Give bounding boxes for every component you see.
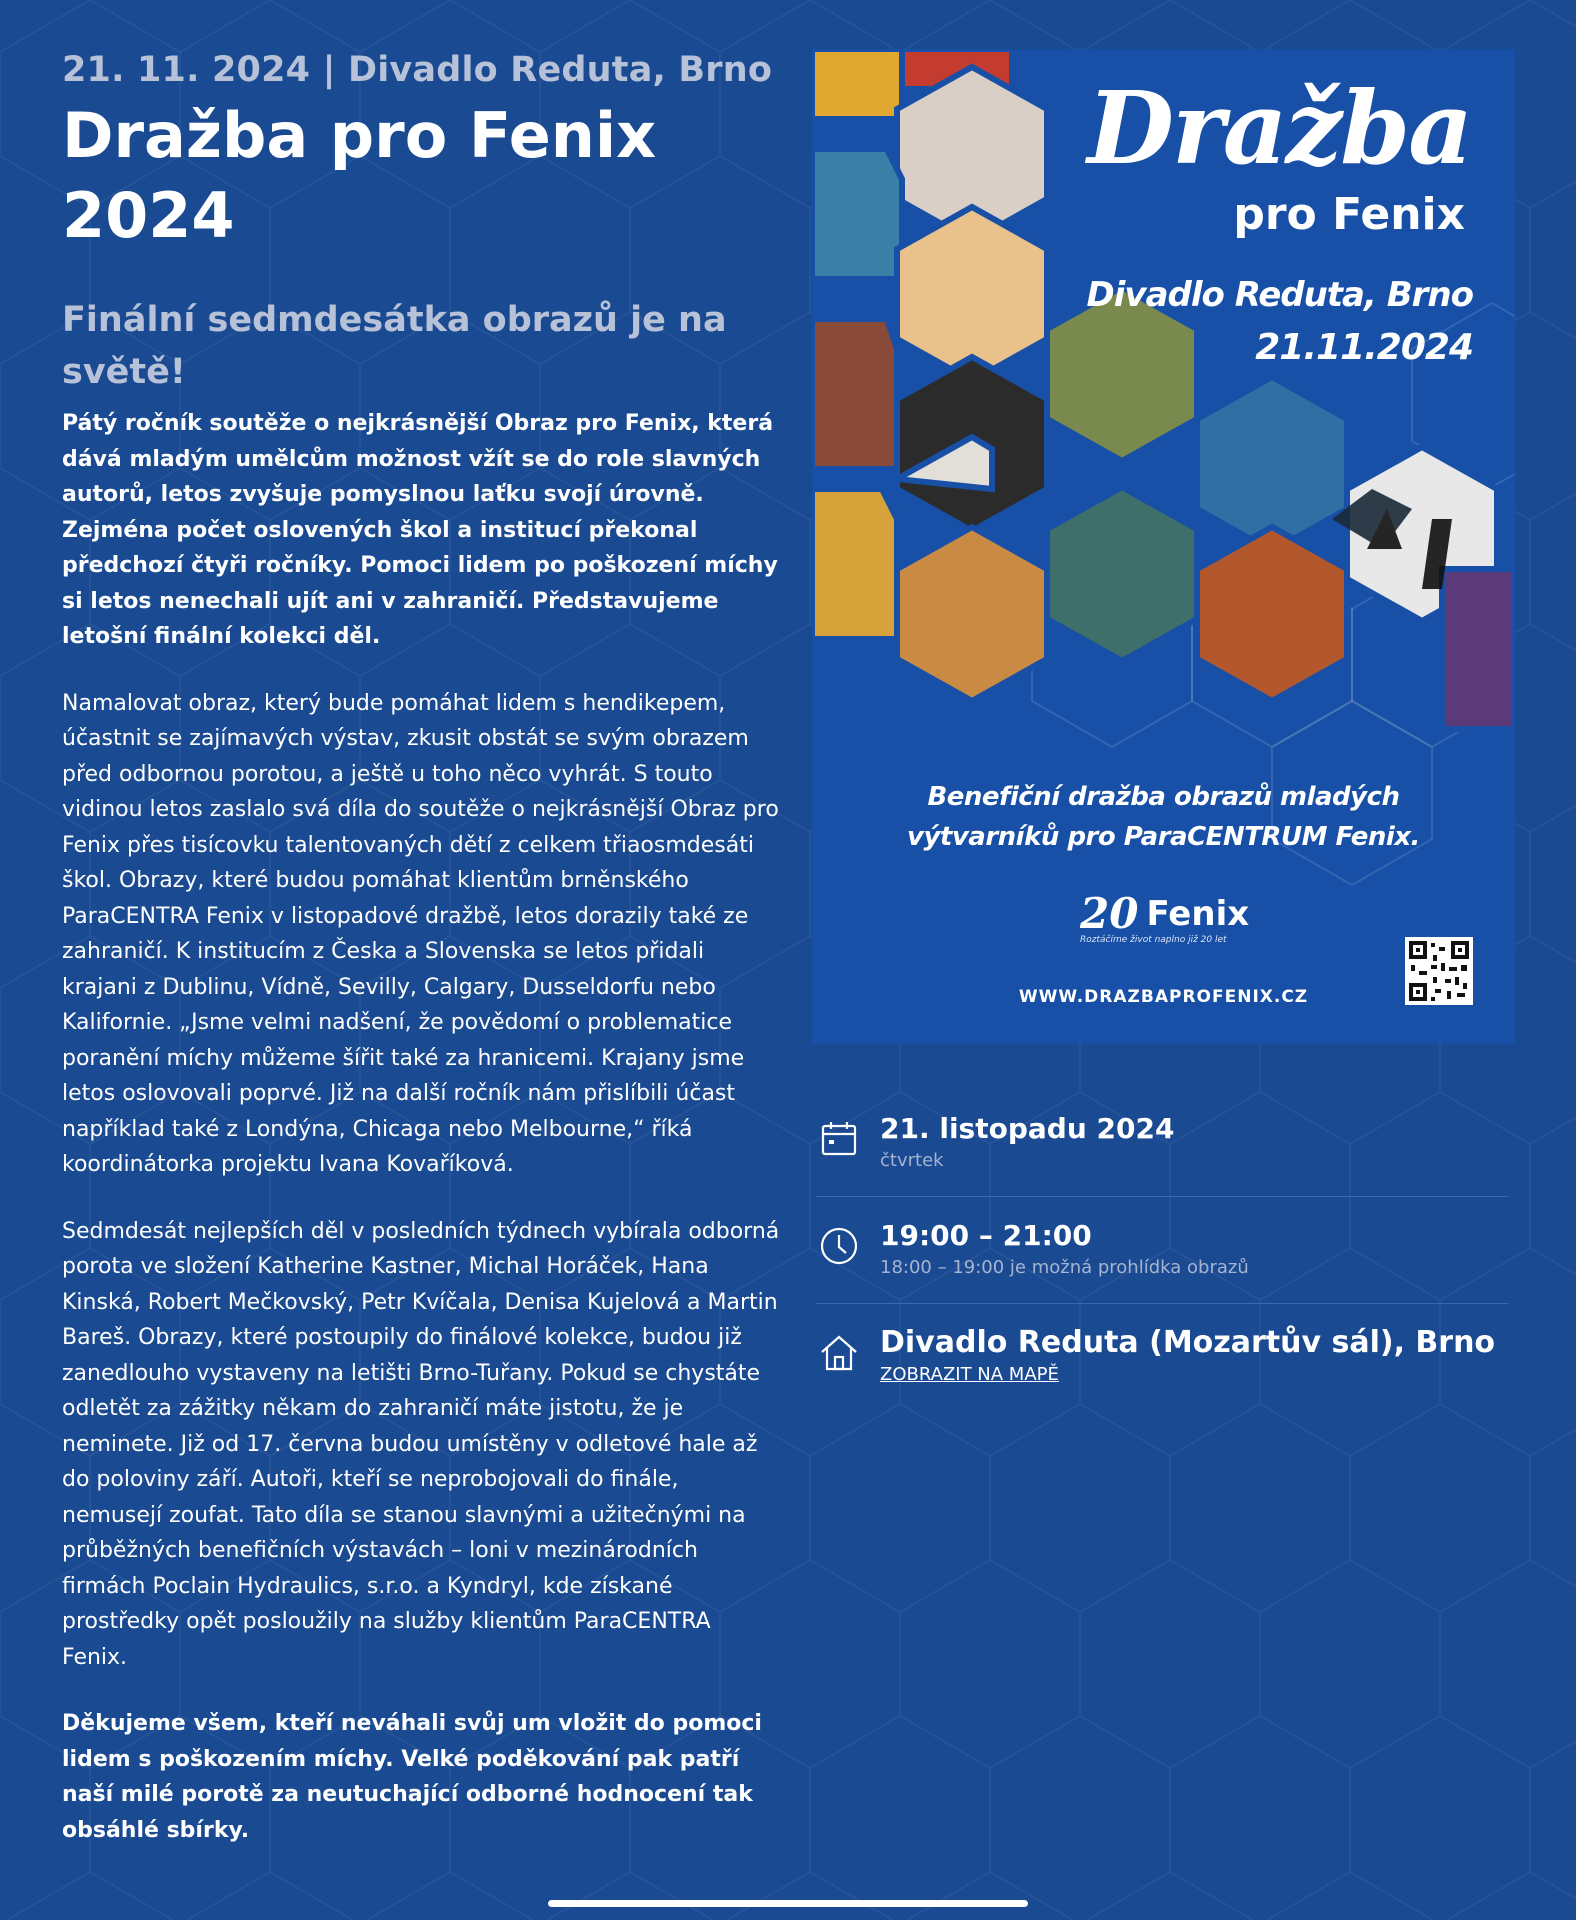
show-on-map-link[interactable]: ZOBRAZIT NA MAPĚ xyxy=(880,1364,1059,1385)
fenix-logo xyxy=(1080,889,1249,938)
article-paragraph: Sedmdesát nejlepších děl v posledních týdnech vybírala odborná porota ve složení Katherine Kastner, Michal Horáček, Hana Kinská, Robert Mečkovský, Petr Kvíčala, Denisa Kujelová a Martin Bareš. Obrazy, které postoupily do finálové kolekce, budou již zanedlouho vystaveny na letišti Brno-Tuřany. Pokud se chystáte odletět za zážitky někam do zahraničí máte jistotu, že je neminete. Již od 17. června budou umístěny v odletové hale až do poloviny září. Autoři, kteří se neprobojovali do finále, nemusejí zoufat. Tato díla se stanou slavnými a užitečnými na průběžných benefičních výstavách – loni v mezinárodních firmách Poclain Hydraulics, s.r.o. a Kyndryl, kde získané prostředky opět posloužily na služby klientům ParaCENTRA Fenix. xyxy=(62,1218,780,1670)
event-weekday: čtvrtek xyxy=(880,1150,944,1171)
article-paragraph: Namalovat obraz, který bude pomáhat lidem s hendikepem, účastnit se zajímavých výstav, zkusit obstát se svým obrazem před odbornou porotou, a ještě u toho něco vyhrát. S touto vidinou letos zaslalo svá díla do soutěže o nejkrásnější Obraz pro Fenix přes tisícovku talentovaných dětí z celkem třiaosmdesáti škol. Obrazy, které budou pomáhat klientům brněnského ParaCENTRA Fenix v listopadové dražbě, letos dorazily také ze zahraničí. K institucím z Česka a Slovenska se letos přidali krajani z Dublinu, Vídně, Sevilly, Calgary, Dusseldorfu nebo Kalifornie. „Jsme velmi nadšení, že povědomí o problematice poranění míchy můžeme šířit také za hranicemi. Krajany jsme letos oslovovali poprvé. Již na další ročník nám přislíbili účast například také z Londýna, Chicaga nebo Melbourne,“ říká koordinátorka projektu Ivana Kovaříková. xyxy=(62,690,779,1177)
event-place-row xyxy=(816,1304,1508,1410)
poster-venue: Divadlo Reduta, Brno xyxy=(1086,275,1473,315)
poster-tagline-line: Benefiční dražba obrazů mladých xyxy=(927,782,1400,812)
event-viewing-note: 18:00 – 19:00 je možná prohlídka obrazů xyxy=(880,1257,1249,1278)
event-venue: Divadlo Reduta (Mozartův sál), Brno xyxy=(880,1325,1496,1360)
clock-icon xyxy=(818,1225,860,1267)
home-indicator[interactable] xyxy=(548,1900,1028,1907)
poster-headline-sub: pro Fenix xyxy=(1233,189,1465,240)
fenix-logo-name: Fenix xyxy=(1146,893,1250,934)
poster-date: 21.11.2024 xyxy=(1255,327,1473,368)
event-place-text xyxy=(880,1324,1495,1388)
article-lead-paragraph: Pátý ročník soutěže o nejkrásnější Obraz pro Fenix, která dává mladým umělcům možnost vžít se do role slavných autorů, letos zvyšuje pomyslnou laťku svojí úrovně. Zejména počet oslovených škol a institucí překonal předchozí čtyři ročníky. Pomoci lidem po poškození míchy si letos nenechali ujít ani v zahraničí. Představujeme letošní finální kolekci děl. xyxy=(62,411,778,649)
event-date: 21. listopadu 2024 xyxy=(880,1112,1175,1145)
fenix-logo-mark: 20 xyxy=(1080,889,1139,938)
event-poster xyxy=(812,49,1515,1044)
event-date-row xyxy=(816,1090,1508,1197)
event-date-text xyxy=(880,1110,1174,1174)
poster-tagline-line: výtvarníků pro ParaCENTRUM Fenix. xyxy=(907,822,1420,852)
article-thanks-paragraph: Děkujeme všem, kteří neváhali svůj um vložit do pomoci lidem s poškozením míchy. Velké poděkování pak patří naší milé porotě za neutuchající odborné hodnocení tak obsáhlé sbírky. xyxy=(62,1711,762,1843)
poster-url: WWW.DRAZBAPROFENIX.CZ xyxy=(1018,987,1309,1007)
qr-code-icon xyxy=(1405,937,1473,1005)
event-time: 19:00 – 21:00 xyxy=(880,1219,1092,1252)
article-subtitle: Finální sedmdesátka obrazů je na světě! xyxy=(62,300,727,392)
poster-headline: Dražba xyxy=(1087,69,1471,187)
article-body xyxy=(62,406,782,1848)
event-details xyxy=(816,1090,1508,1410)
event-meta: 21. 11. 2024 | Divadlo Reduta, Brno xyxy=(62,50,773,90)
event-time-row xyxy=(816,1197,1508,1304)
page-title: Dražba pro Fenix 2024 xyxy=(62,99,657,252)
fenix-logo-slogan: Roztáčíme život naplno již 20 let xyxy=(1080,935,1227,945)
poster-tagline xyxy=(812,777,1515,857)
event-time-text xyxy=(880,1217,1249,1281)
article-column xyxy=(62,50,782,1848)
calendar-icon xyxy=(818,1118,860,1160)
home-icon xyxy=(818,1332,860,1374)
